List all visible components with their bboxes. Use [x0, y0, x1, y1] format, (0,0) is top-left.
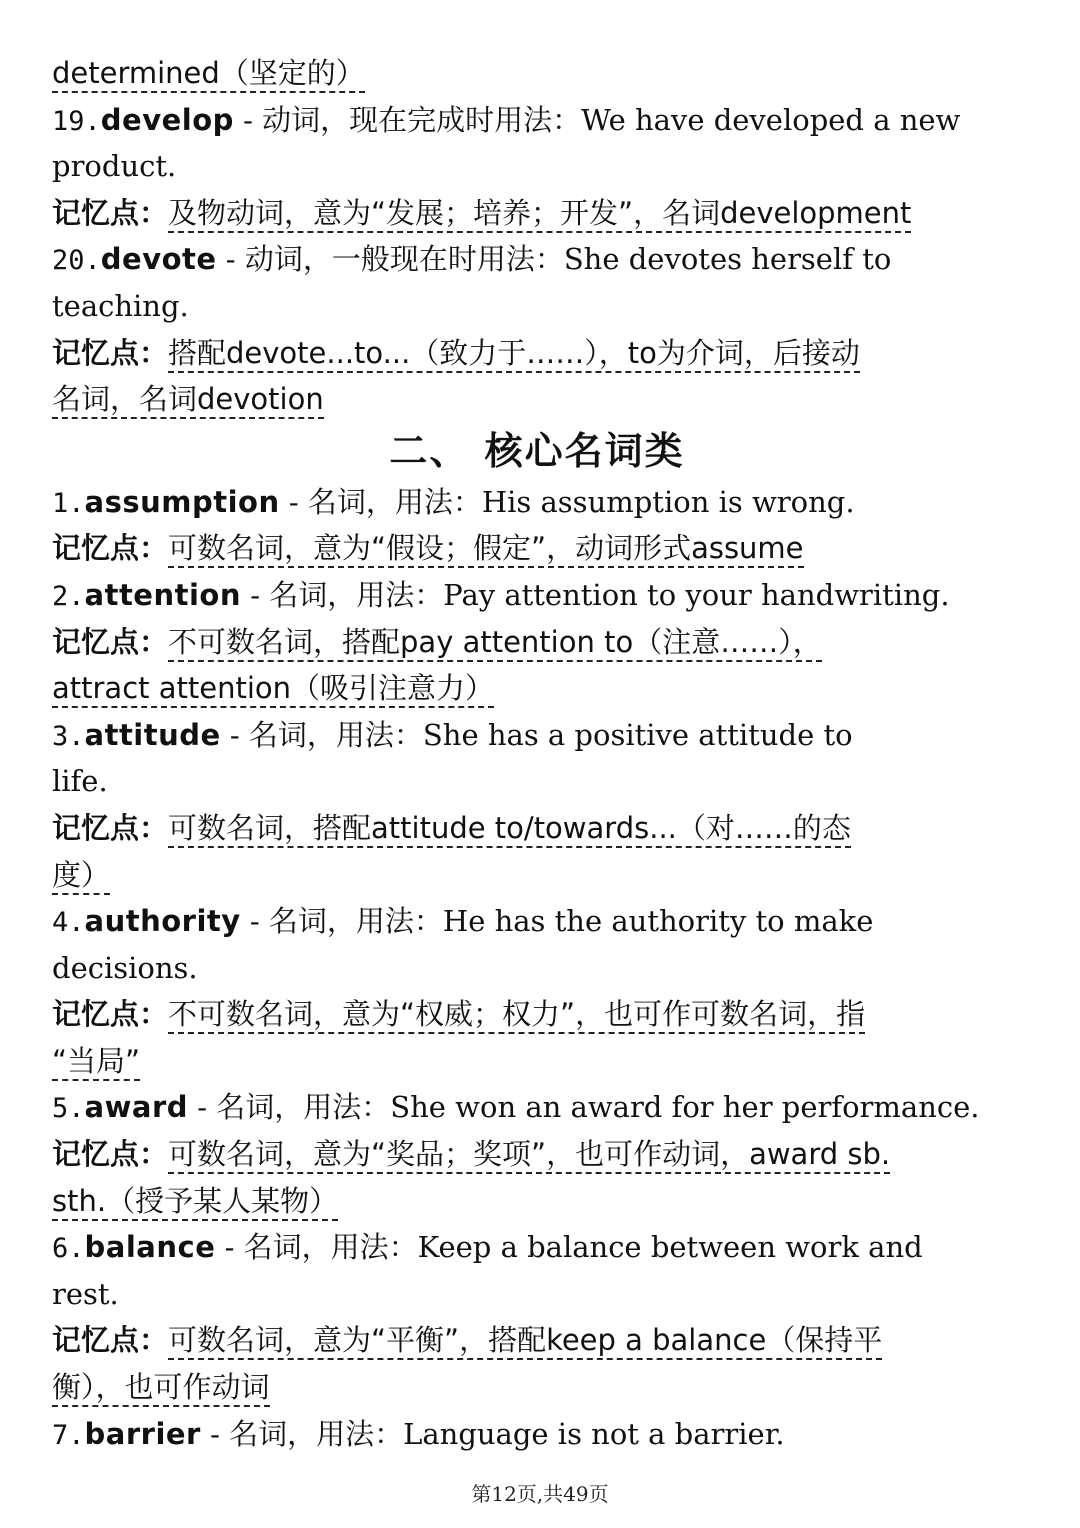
entry-word: authority — [84, 904, 241, 939]
memory-note-label: 记忆点： — [52, 997, 169, 1032]
entry-number: 7. — [52, 1419, 85, 1451]
memory-note-text: “当局” — [52, 1044, 140, 1081]
memory-note — [52, 805, 1042, 852]
memory-note-text: 搭配devote...to...（致力于……），to为介词，后接动 — [168, 336, 860, 373]
memory-note-text: sth.（授予某人某物） — [52, 1184, 338, 1221]
entry-usage: - 名词，用法：She has a positive attitude to — [220, 717, 853, 752]
memory-note-text: 不可数名词，搭配pay attention to（注意……）， — [168, 625, 822, 662]
memory-note — [52, 1131, 1042, 1178]
entry-line — [52, 712, 1042, 759]
memory-note-label: 记忆点： — [52, 195, 169, 230]
usage-continuation — [52, 945, 1042, 992]
entry-usage: - 动词，一般现在时用法：She devotes herself to — [216, 242, 892, 277]
memory-note-text: 不可数名词，意为“权威；权力”，也可作可数名词，指 — [168, 997, 865, 1034]
vocab-block-verbs — [52, 50, 1042, 423]
usage-text: life. — [52, 764, 108, 799]
memory-note-text: determined（坚定的） — [52, 56, 365, 93]
memory-note-label: 记忆点： — [52, 1137, 169, 1172]
section-title: 二、 核心名词类 — [389, 428, 685, 473]
memory-note-continuation — [52, 665, 1042, 712]
entry-number: 2. — [52, 580, 85, 612]
memory-note — [52, 330, 1042, 377]
memory-note-label: 记忆点： — [52, 1323, 169, 1358]
memory-note-continuation — [52, 376, 1042, 423]
memory-note-text: 衡），也可作动词 — [52, 1370, 270, 1407]
memory-note-continuation — [52, 1178, 1042, 1225]
entry-word: attention — [84, 577, 241, 612]
memory-note — [52, 525, 1042, 572]
entry-word: balance — [84, 1230, 216, 1265]
entry-usage: - 动词，现在完成时用法：We have developed a new — [233, 102, 961, 137]
memory-note — [52, 1317, 1042, 1364]
entry-line — [52, 1224, 1042, 1271]
page-footer: 第12页,共49页 — [471, 1482, 609, 1506]
memory-note-label: 记忆点： — [52, 335, 169, 370]
usage-continuation — [52, 283, 1042, 330]
memory-note-text: 名词，名词devotion — [52, 382, 324, 419]
memory-note-label: 记忆点： — [52, 624, 169, 659]
memory-note — [52, 190, 1042, 237]
entry-line — [52, 1411, 1042, 1458]
memory-note-text: 及物动词，意为“发展；培养；开发”，名词development — [168, 196, 911, 233]
entry-usage: - 名词，用法：She won an award for her performance. — [188, 1090, 980, 1125]
entry-line — [52, 479, 1042, 526]
entry-line — [52, 1084, 1042, 1131]
entry-usage: - 名词，用法：He has the authority to make — [240, 904, 874, 939]
usage-text: decisions. — [52, 950, 198, 985]
entry-number: 1. — [52, 487, 85, 519]
entry-number: 6. — [52, 1233, 85, 1265]
memory-note-continuation — [52, 1364, 1042, 1411]
memory-note — [52, 991, 1042, 1038]
memory-note-continuation — [52, 50, 1042, 97]
memory-note-label: 记忆点： — [52, 531, 169, 566]
memory-note-text: 可数名词，搭配attitude to/towards...（对……的态 — [168, 811, 851, 848]
entry-usage: - 名词，用法：His assumption is wrong. — [279, 484, 855, 519]
memory-note-continuation — [52, 1038, 1042, 1085]
memory-note-text: 可数名词，意为“奖品；奖项”，也可作动词，award sb. — [168, 1137, 890, 1174]
entry-number: 19. — [52, 105, 101, 137]
entry-number: 3. — [52, 720, 85, 752]
memory-note-continuation — [52, 852, 1042, 899]
entry-word: assumption — [84, 484, 280, 519]
entry-number: 20. — [52, 245, 101, 277]
entry-number: 5. — [52, 1093, 85, 1125]
entry-line — [52, 898, 1042, 945]
entry-line — [52, 97, 1042, 144]
entry-line — [52, 572, 1042, 619]
entry-word: devote — [100, 242, 217, 277]
usage-continuation — [52, 758, 1042, 805]
entry-number: 4. — [52, 907, 85, 939]
memory-note — [52, 619, 1042, 666]
entry-word: barrier — [84, 1416, 201, 1451]
entry-word: develop — [100, 102, 234, 137]
vocab-block-nouns — [52, 479, 1042, 1457]
usage-continuation — [52, 1271, 1042, 1318]
usage-continuation — [52, 143, 1042, 190]
usage-text: teaching. — [52, 288, 189, 323]
memory-note-text: 可数名词，意为“平衡”，搭配keep a balance（保持平 — [168, 1323, 882, 1360]
memory-note-label: 记忆点： — [52, 810, 169, 845]
memory-note-text: 度） — [52, 858, 110, 895]
usage-text: rest. — [52, 1276, 119, 1311]
usage-text: product. — [52, 149, 177, 184]
document-page — [52, 50, 1042, 1457]
entry-word: attitude — [84, 717, 221, 752]
entry-usage: - 名词，用法：Language is not a barrier. — [200, 1416, 785, 1451]
entry-usage: - 名词，用法：Keep a balance between work and — [215, 1230, 923, 1265]
memory-note-text: attract attention（吸引注意力） — [52, 671, 494, 708]
entry-word: award — [84, 1090, 189, 1125]
entry-usage: - 名词，用法：Pay attention to your handwriting. — [241, 577, 950, 612]
entry-line — [52, 236, 1042, 283]
memory-note-text: 可数名词，意为“假设；假定”，动词形式assume — [168, 531, 804, 568]
